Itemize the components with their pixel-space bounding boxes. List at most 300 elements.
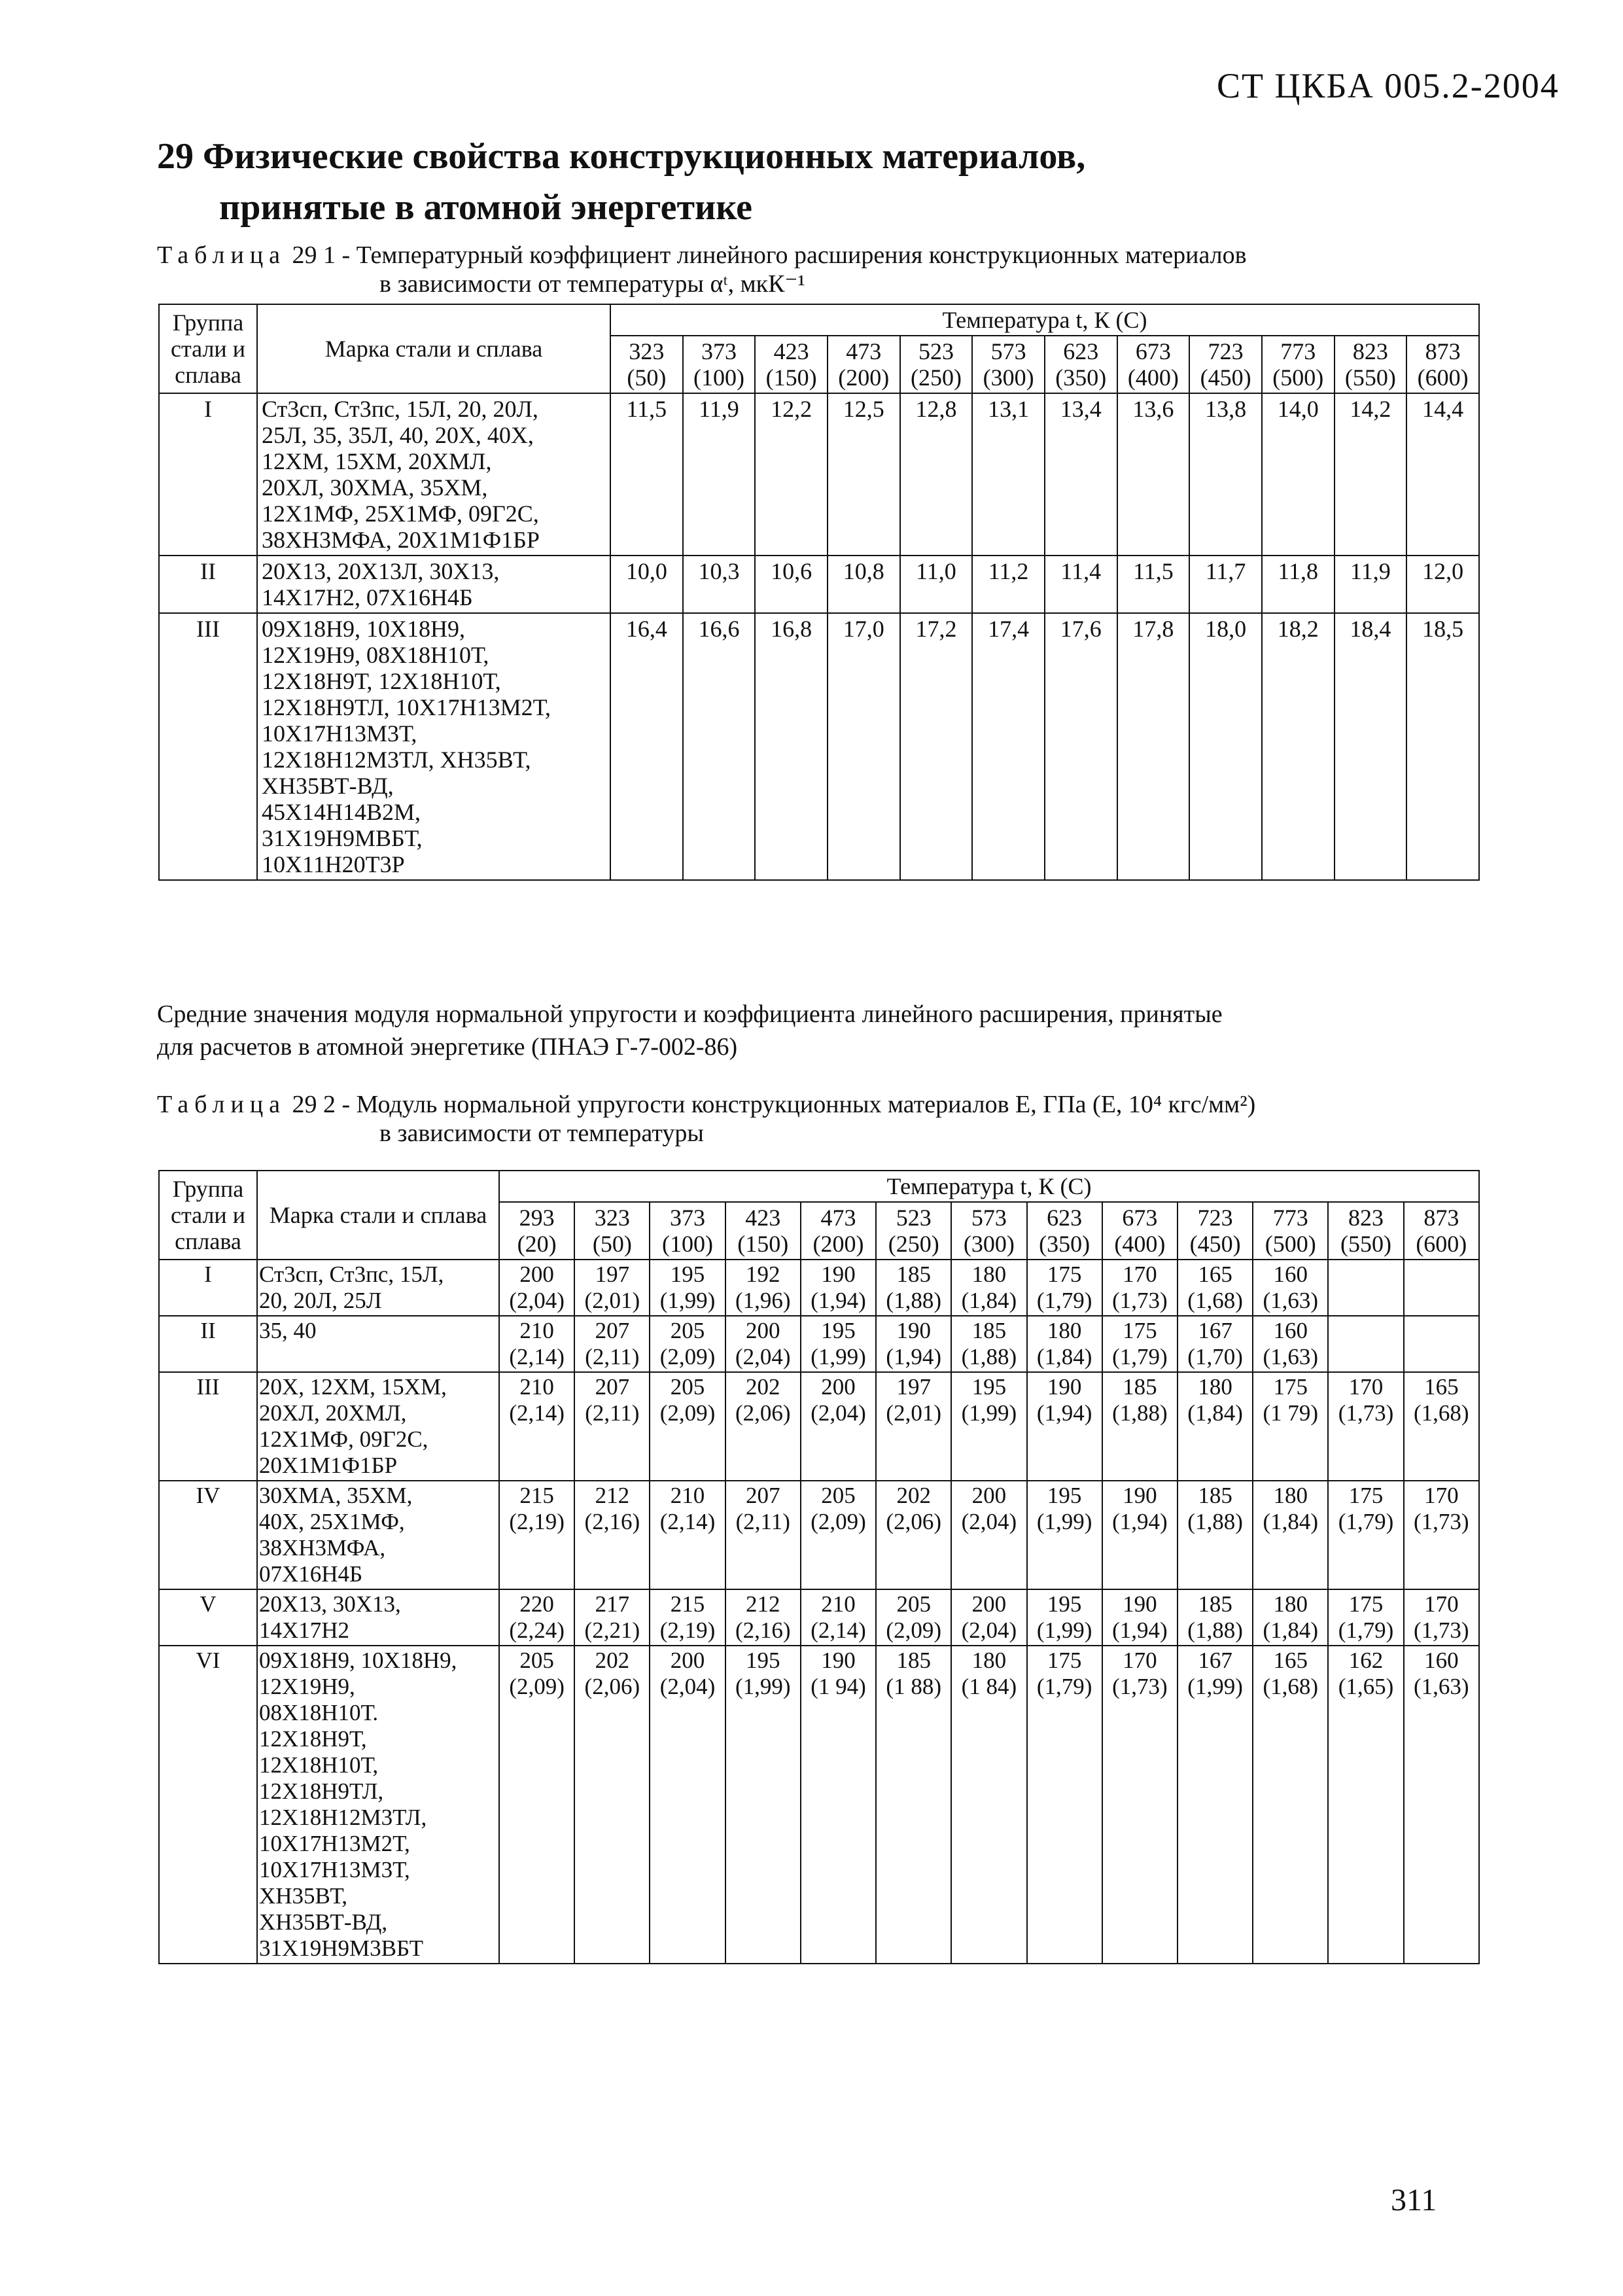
modulus-kgf: (1,68) [1414, 1400, 1469, 1426]
value-cell: 18,2 [1262, 613, 1335, 880]
table2-temp-col [574, 1202, 650, 1260]
mark-cell [257, 393, 610, 556]
modulus-kgf: (2,04) [659, 1674, 716, 1699]
mark-line: 45Х14Н14В2М, [262, 799, 421, 825]
value-cell [1027, 1316, 1102, 1372]
modulus-kgf: (1,94) [811, 1288, 866, 1313]
modulus-kgf: (1,73) [1338, 1400, 1394, 1426]
mark-line: 14Х17Н2, 07Х16Н4Б [262, 584, 473, 610]
table2-caption-text2: в зависимости от температуры [379, 1120, 704, 1147]
value-cell [951, 1481, 1026, 1589]
modulus-gpa: 175 [1047, 1648, 1082, 1673]
mark-line: 40Х, 25Х1МФ, [259, 1509, 405, 1534]
temp-kelvin: 423 [745, 1205, 781, 1231]
temp-celsius: (50) [627, 364, 667, 391]
mark-line: 20Х1М1Ф1БР [259, 1453, 398, 1478]
section-title-line1: 29 Физические свойства конструкционных материалов, [157, 136, 1086, 177]
table1-temp-col [1117, 336, 1190, 393]
modulus-kgf: (1 84) [961, 1674, 1017, 1699]
value-cell: 12,8 [900, 393, 973, 556]
modulus-kgf: (1,88) [1187, 1509, 1243, 1534]
mark-line: 12Х1МФ, 09Г2С, [259, 1426, 428, 1452]
table1-temp-col [610, 336, 683, 393]
section-title [157, 131, 1465, 233]
mark-line: 20Х13, 20Х13Л, 30Х13, [262, 558, 500, 584]
modulus-gpa: 200 [971, 1483, 1007, 1508]
modulus-gpa: 210 [519, 1318, 554, 1343]
temp-kelvin: 523 [918, 338, 954, 364]
temp-celsius: (550) [1344, 364, 1396, 391]
group-cell: VI [159, 1646, 257, 1964]
value-cell [876, 1260, 951, 1316]
modulus-gpa: 215 [670, 1591, 705, 1617]
modulus-gpa: 202 [746, 1374, 780, 1400]
modulus-gpa: 217 [595, 1591, 630, 1617]
modulus-kgf: (1,88) [886, 1288, 941, 1313]
table2-header-temp: Температура t, К (С) [499, 1171, 1479, 1202]
value-cell [1027, 1372, 1102, 1481]
value-cell [725, 1646, 801, 1964]
modulus-kgf: (1,88) [1187, 1617, 1243, 1643]
temp-celsius: (350) [1039, 1231, 1091, 1257]
value-cell: 13,6 [1117, 393, 1190, 556]
value-cell: 12,0 [1406, 556, 1479, 613]
value-cell [1328, 1589, 1403, 1646]
value-cell [801, 1481, 876, 1589]
value-cell: 11,7 [1189, 556, 1262, 613]
mark-line: 09Х18Н9, 10Х18Н9, [259, 1648, 457, 1673]
table1-temp-col [1335, 336, 1407, 393]
modulus-kgf: (2,11) [735, 1509, 790, 1534]
value-cell: 17,2 [900, 613, 973, 880]
temp-celsius: (400) [1127, 364, 1179, 391]
modulus-kgf: (2,04) [961, 1509, 1017, 1534]
temp-celsius: (250) [910, 364, 962, 391]
modulus-gpa: 180 [1047, 1318, 1082, 1343]
value-cell: 17,4 [972, 613, 1045, 880]
modulus-kgf: (1,94) [1112, 1617, 1168, 1643]
value-cell [801, 1260, 876, 1316]
modulus-gpa: 210 [519, 1374, 554, 1400]
mark-line: 07Х16Н4Б [259, 1561, 363, 1587]
temp-kelvin: 673 [1122, 1205, 1158, 1231]
value-cell [1404, 1372, 1479, 1481]
value-cell [951, 1260, 1026, 1316]
modulus-kgf: (2,09) [659, 1400, 716, 1426]
value-cell: 18,5 [1406, 613, 1479, 880]
value-cell [499, 1589, 574, 1646]
modulus-gpa: 175 [1348, 1483, 1384, 1508]
value-cell [1328, 1260, 1403, 1316]
modulus-gpa: 212 [746, 1591, 780, 1617]
value-cell: 14,2 [1335, 393, 1407, 556]
modulus-gpa: 200 [670, 1648, 705, 1673]
temp-kelvin: 723 [1208, 338, 1244, 364]
table2-header-mark: Марка стали и сплава [257, 1171, 499, 1260]
mark-line: Ст3сп, Ст3пс, 15Л, 20, 20Л, [262, 396, 538, 422]
modulus-kgf: (2,01) [886, 1400, 941, 1426]
table1-temp-col [1406, 336, 1479, 393]
mark-line: 20Х, 12ХМ, 15ХМ, [259, 1374, 447, 1400]
modulus-kgf: (2,09) [886, 1617, 941, 1643]
mark-line: 35, 40 [259, 1318, 317, 1343]
value-cell: 12,2 [755, 393, 828, 556]
value-cell [1178, 1316, 1253, 1372]
table1-temp-col [900, 336, 973, 393]
modulus-kgf: (1,73) [1112, 1674, 1168, 1699]
temp-kelvin: 623 [1063, 338, 1099, 364]
temp-celsius: (600) [1416, 1231, 1467, 1257]
group-cell: III [159, 613, 257, 880]
modulus-gpa: 185 [1123, 1374, 1157, 1400]
value-cell: 11,5 [1117, 556, 1190, 613]
value-cell [1102, 1589, 1178, 1646]
table2-header-group: Группа стали и сплава [159, 1171, 257, 1260]
table1-body [159, 393, 1479, 880]
table-row [159, 1260, 1479, 1316]
modulus-kgf: (1,99) [735, 1674, 791, 1699]
mark-line: 12Х19Н9, [259, 1674, 355, 1699]
temp-celsius: (200) [838, 364, 890, 391]
temp-kelvin: 773 [1272, 1205, 1308, 1231]
value-cell [1178, 1589, 1253, 1646]
modulus-gpa: 165 [1273, 1648, 1308, 1673]
value-cell [951, 1646, 1026, 1964]
note-line1: Средние значения модуля нормальной упругости и коэффициента линейного расширения, принятые [157, 1000, 1223, 1028]
value-cell [1404, 1316, 1479, 1372]
table1-header-mark: Марка стали и сплава [257, 304, 610, 393]
modulus-gpa: 160 [1424, 1648, 1459, 1673]
modulus-gpa: 165 [1198, 1262, 1232, 1287]
modulus-kgf: (1,70) [1187, 1344, 1243, 1369]
table1-caption-number: 29 1 [292, 241, 336, 269]
modulus-gpa: 170 [1424, 1483, 1459, 1508]
value-cell [574, 1589, 650, 1646]
modulus-kgf: (1,84) [1263, 1617, 1319, 1643]
table-row [159, 556, 1479, 613]
modulus-kgf: (2,09) [509, 1674, 565, 1699]
table1-caption-text2: в зависимости от температуры αᵗ, мкК⁻¹ [379, 270, 805, 298]
group-cell: I [159, 1260, 257, 1316]
page-number: 311 [1391, 2183, 1437, 2217]
temp-celsius: (450) [1200, 364, 1251, 391]
modulus-kgf: (1,68) [1187, 1288, 1243, 1313]
mark-line: 25Л, 35, 35Л, 40, 20Х, 40Х, [262, 422, 534, 448]
table2-temp-col [876, 1202, 951, 1260]
modulus-kgf: (1,73) [1414, 1617, 1469, 1643]
mark-line: 12Х1МФ, 25Х1МФ, 09Г2С, [262, 501, 539, 527]
table2-temp-col [1102, 1202, 1178, 1260]
modulus-gpa: 190 [1123, 1591, 1157, 1617]
table2-caption-label: Таблица [157, 1091, 287, 1118]
table2-temp-col [801, 1202, 876, 1260]
modulus-kgf: (2,19) [659, 1617, 716, 1643]
mark-line: 12ХМ, 15ХМ, 20ХМЛ, [262, 448, 492, 474]
modulus-gpa: 205 [670, 1318, 705, 1343]
temp-celsius: (400) [1114, 1231, 1166, 1257]
table2-temp-col [650, 1202, 725, 1260]
mark-line: 31Х19Н9МВБТ, [262, 825, 423, 851]
modulus-kgf: (2,04) [961, 1617, 1017, 1643]
temp-kelvin: 573 [990, 338, 1026, 364]
temp-kelvin: 823 [1348, 1205, 1384, 1231]
temp-kelvin: 523 [896, 1205, 932, 1231]
modulus-gpa: 180 [1273, 1591, 1308, 1617]
note-paragraph [157, 998, 1400, 1063]
table2-caption-number: 29 2 [292, 1091, 336, 1118]
modulus-gpa: 190 [1047, 1374, 1082, 1400]
table2-temp-col [1178, 1202, 1253, 1260]
value-cell [574, 1316, 650, 1372]
table1-caption [157, 241, 1247, 298]
mark-line: 10Х17Н13М2Т, [259, 1831, 410, 1856]
mark-line: 12Х18Н9ТЛ, 10Х17Н13М2Т, [262, 694, 551, 720]
modulus-kgf: (1,65) [1338, 1674, 1394, 1699]
modulus-kgf: (1,99) [811, 1344, 866, 1369]
group-cell: II [159, 1316, 257, 1372]
modulus-kgf: (1,68) [1263, 1674, 1319, 1699]
modulus-gpa: 207 [746, 1483, 780, 1508]
temp-kelvin: 873 [1425, 338, 1461, 364]
mark-line: 14Х17Н2 [259, 1617, 350, 1643]
modulus-kgf: (1 88) [886, 1674, 941, 1699]
value-cell: 18,0 [1189, 613, 1262, 880]
modulus-kgf: (1,63) [1263, 1288, 1319, 1313]
value-cell [801, 1589, 876, 1646]
modulus-gpa: 200 [971, 1591, 1007, 1617]
modulus-kgf: (2,21) [584, 1617, 640, 1643]
temp-celsius: (300) [963, 1231, 1015, 1257]
value-cell [1328, 1372, 1403, 1481]
value-cell [574, 1260, 650, 1316]
modulus-gpa: 180 [1273, 1483, 1308, 1508]
modulus-gpa: 220 [519, 1591, 554, 1617]
value-cell [1253, 1481, 1328, 1589]
value-cell [1253, 1316, 1328, 1372]
modulus-kgf: (1,84) [961, 1288, 1017, 1313]
temp-celsius: (100) [662, 1231, 714, 1257]
temp-celsius: (150) [765, 364, 817, 391]
modulus-kgf: (2,14) [509, 1344, 565, 1369]
value-cell [1102, 1481, 1178, 1589]
modulus-gpa: 165 [1424, 1374, 1459, 1400]
modulus-gpa: 205 [670, 1374, 705, 1400]
mark-cell [257, 1260, 499, 1316]
modulus-gpa: 170 [1424, 1591, 1459, 1617]
value-cell [1253, 1589, 1328, 1646]
value-cell [1404, 1646, 1479, 1964]
modulus-kgf: (2,11) [585, 1400, 640, 1426]
mark-line: 38ХН3МФА, [259, 1535, 386, 1561]
modulus-kgf: (2,14) [811, 1617, 866, 1643]
temp-kelvin: 823 [1352, 338, 1388, 364]
modulus-gpa: 210 [670, 1483, 705, 1508]
value-cell [1404, 1589, 1479, 1646]
temp-celsius: (500) [1272, 364, 1324, 391]
value-cell [499, 1372, 574, 1481]
table1-temp-col [972, 336, 1045, 393]
modulus-gpa: 160 [1273, 1318, 1308, 1343]
value-cell [1102, 1372, 1178, 1481]
modulus-gpa: 212 [595, 1483, 630, 1508]
value-cell: 13,1 [972, 393, 1045, 556]
value-cell: 17,0 [828, 613, 900, 880]
mark-line: 30ХМА, 35ХМ, [259, 1483, 413, 1508]
temp-kelvin: 623 [1047, 1205, 1083, 1231]
modulus-gpa: 162 [1348, 1648, 1384, 1673]
modulus-gpa: 175 [1123, 1318, 1157, 1343]
modulus-gpa: 167 [1198, 1648, 1232, 1673]
temp-celsius: (150) [737, 1231, 789, 1257]
value-cell [876, 1589, 951, 1646]
modulus-gpa: 185 [1198, 1591, 1232, 1617]
value-cell [876, 1372, 951, 1481]
mark-cell [257, 1372, 499, 1481]
value-cell [650, 1589, 725, 1646]
modulus-kgf: (2,01) [584, 1288, 640, 1313]
modulus-gpa: 200 [746, 1318, 780, 1343]
modulus-gpa: 195 [1047, 1483, 1082, 1508]
table1-temp-col [1045, 336, 1117, 393]
section-title-line2: принятые в атомной энергетике [219, 187, 753, 228]
modulus-kgf: (1,79) [1036, 1288, 1092, 1313]
temp-kelvin: 573 [971, 1205, 1007, 1231]
mark-cell [257, 556, 610, 613]
mark-line: Ст3сп, Ст3пс, 15Л, [259, 1262, 444, 1287]
modulus-gpa: 195 [821, 1318, 856, 1343]
temp-celsius: (100) [693, 364, 744, 391]
temp-celsius: (600) [1417, 364, 1469, 391]
table2-caption [157, 1090, 1255, 1148]
value-cell [876, 1481, 951, 1589]
modulus-gpa: 190 [821, 1648, 856, 1673]
table1-temp-col [755, 336, 828, 393]
modulus-gpa: 202 [595, 1648, 630, 1673]
value-cell [650, 1316, 725, 1372]
value-cell [725, 1589, 801, 1646]
group-cell: II [159, 556, 257, 613]
modulus-kgf: (2,24) [509, 1617, 565, 1643]
modulus-kgf: (1,84) [1187, 1400, 1243, 1426]
value-cell: 11,5 [610, 393, 683, 556]
table2-temp-col [1027, 1202, 1102, 1260]
value-cell [650, 1260, 725, 1316]
value-cell [574, 1481, 650, 1589]
value-cell [1328, 1646, 1403, 1964]
modulus-kgf: (1,99) [1036, 1617, 1092, 1643]
value-cell [1404, 1481, 1479, 1589]
modulus-kgf: (2,16) [584, 1509, 640, 1534]
value-cell: 11,2 [972, 556, 1045, 613]
table-row [159, 613, 1479, 880]
modulus-gpa: 205 [896, 1591, 931, 1617]
value-cell [1027, 1260, 1102, 1316]
mark-line: 31Х19Н9М3ВБТ [259, 1935, 424, 1961]
value-cell: 14,0 [1262, 393, 1335, 556]
value-cell: 17,6 [1045, 613, 1117, 880]
mark-line: 20ХЛ, 30ХМА, 35ХМ, [262, 474, 488, 501]
value-cell: 18,4 [1335, 613, 1407, 880]
modulus-gpa: 180 [1198, 1374, 1232, 1400]
value-cell: 13,4 [1045, 393, 1117, 556]
modulus-kgf: (1,99) [1187, 1674, 1243, 1699]
modulus-gpa: 195 [971, 1374, 1007, 1400]
value-cell [1102, 1316, 1178, 1372]
value-cell [650, 1646, 725, 1964]
group-cell: III [159, 1372, 257, 1481]
value-cell [1178, 1646, 1253, 1964]
mark-line: 09Х18Н9, 10Х18Н9, [262, 616, 465, 642]
temp-kelvin: 373 [670, 1205, 706, 1231]
modulus-gpa: 185 [896, 1648, 931, 1673]
modulus-gpa: 185 [971, 1318, 1007, 1343]
value-cell: 10,6 [755, 556, 828, 613]
modulus-kgf: (2,04) [811, 1400, 866, 1426]
modulus-gpa: 195 [746, 1648, 780, 1673]
table2-temp-col [1404, 1202, 1479, 1260]
value-cell [574, 1646, 650, 1964]
value-cell [876, 1646, 951, 1964]
value-cell [1328, 1316, 1403, 1372]
value-cell [499, 1260, 574, 1316]
temp-celsius: (50) [592, 1231, 632, 1257]
mark-line: 12Х18Н12М3ТЛ, ХН35ВТ, [262, 747, 531, 773]
temp-kelvin: 723 [1197, 1205, 1233, 1231]
value-cell: 16,6 [683, 613, 756, 880]
modulus-kgf: (2,14) [509, 1400, 565, 1426]
modulus-gpa: 207 [595, 1318, 630, 1343]
value-cell: 10,0 [610, 556, 683, 613]
value-cell [499, 1316, 574, 1372]
table-row [159, 393, 1479, 556]
temp-celsius: (450) [1189, 1231, 1241, 1257]
modulus-kgf: (2,06) [584, 1674, 640, 1699]
value-cell: 12,5 [828, 393, 900, 556]
temp-kelvin: 293 [519, 1205, 555, 1231]
temp-celsius: (250) [888, 1231, 939, 1257]
value-cell: 11,9 [1335, 556, 1407, 613]
mark-line: 38ХН3МФА, 20Х1М1Ф1БР [262, 527, 540, 553]
table2-temp-col [1328, 1202, 1403, 1260]
modulus-kgf: (1,73) [1414, 1509, 1469, 1534]
modulus-gpa: 190 [821, 1262, 856, 1287]
mark-line: 12Х18Н9Т, 12Х18Н10Т, [262, 668, 501, 694]
value-cell [574, 1372, 650, 1481]
value-cell [1253, 1646, 1328, 1964]
mark-line: 10Х11Н20Т3Р [262, 851, 405, 877]
mark-line: 10Х17Н13М3Т, [262, 720, 417, 747]
value-cell [951, 1372, 1026, 1481]
value-cell [1178, 1481, 1253, 1589]
value-cell [1253, 1260, 1328, 1316]
modulus-gpa: 202 [896, 1483, 931, 1508]
modulus-gpa: 185 [1198, 1483, 1232, 1508]
modulus-kgf: (1,99) [659, 1288, 716, 1313]
modulus-kgf: (1,79) [1036, 1674, 1092, 1699]
table1-header-temp: Температура t, К (С) [610, 304, 1479, 336]
value-cell [1027, 1589, 1102, 1646]
mark-line: 20ХЛ, 20ХМЛ, [259, 1400, 407, 1426]
mark-line: 20, 20Л, 25Л [259, 1288, 382, 1313]
value-cell [876, 1316, 951, 1372]
value-cell: 10,3 [683, 556, 756, 613]
modulus-kgf: (1,73) [1112, 1288, 1168, 1313]
modulus-gpa: 210 [821, 1591, 856, 1617]
modulus-kgf: (2,19) [509, 1509, 565, 1534]
table1-caption-label: Таблица [157, 241, 287, 269]
table2-temp-col [1253, 1202, 1328, 1260]
value-cell [725, 1260, 801, 1316]
